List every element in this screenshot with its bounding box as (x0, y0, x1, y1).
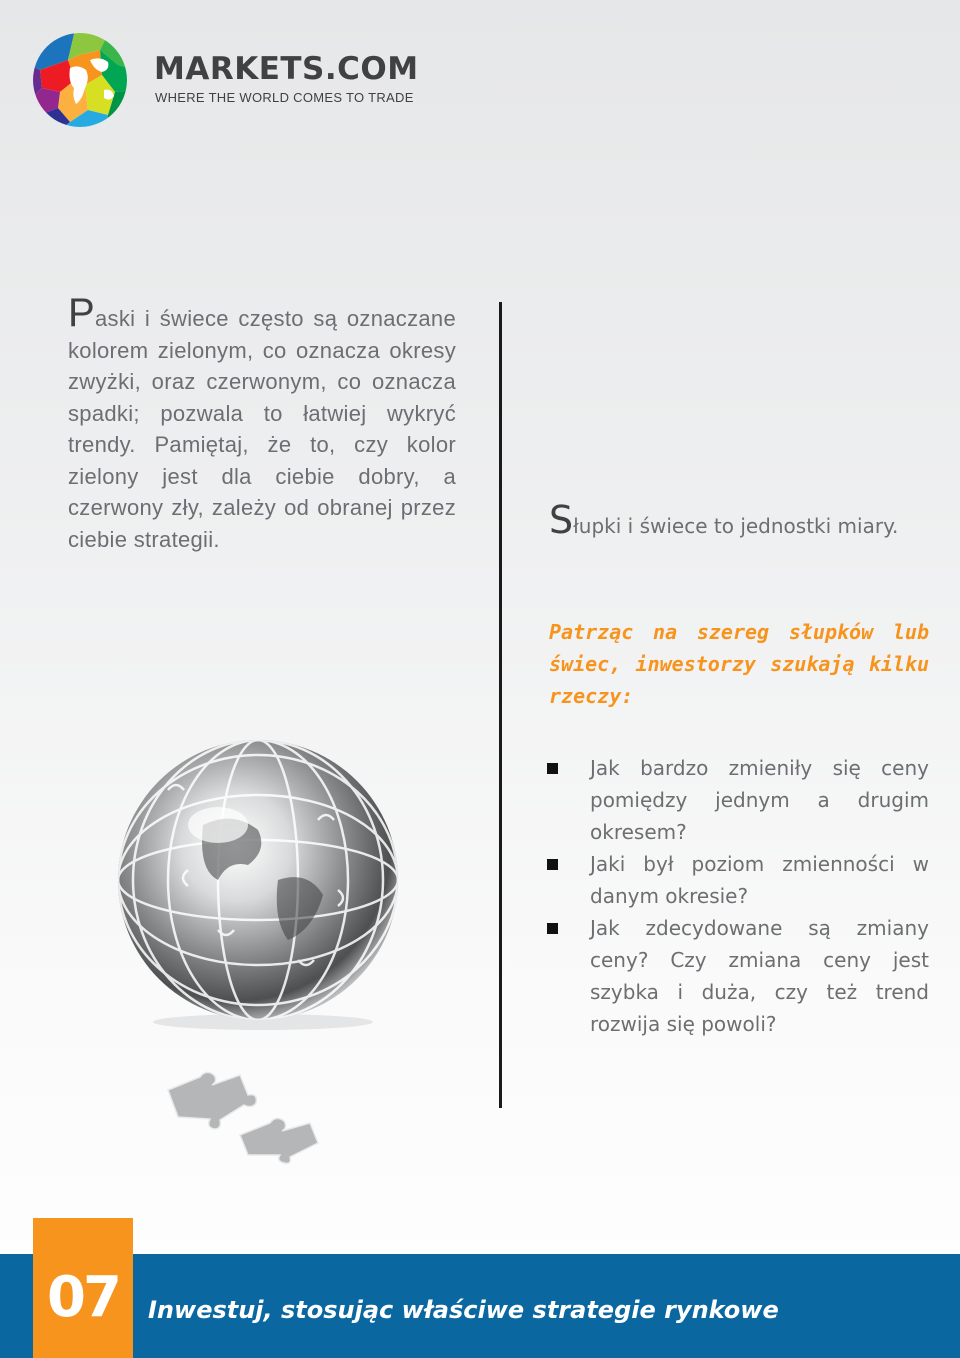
column-divider (499, 302, 502, 1108)
square-bullet-icon (547, 923, 558, 934)
highlight-text: Patrząc na szereg słupków lub świec, inwestorzy szukają kilku rzeczy: (549, 620, 929, 708)
right-intro (549, 498, 929, 542)
right-dropcap: S (549, 498, 574, 542)
puzzle-globe-image (108, 730, 408, 1030)
list-item (545, 752, 929, 848)
left-dropcap: P (68, 291, 95, 335)
square-bullet-icon (547, 859, 558, 870)
left-paragraph-text: aski i świece często są oznaczane kolorem zielonym, co oznacza okresy zwyżki, oraz czerwonym, co oznacza spadki; pozwala to łatwiej wykryć trendy. Pamiętaj, że to, czy kolor zielony jest dla ciebie dobry, a czerwony zły, zależy od obranej przez ciebie strategii. (68, 306, 456, 552)
footer-title: Inwestuj, stosując właściwe strategie rynkowe (148, 1296, 779, 1324)
list-item (545, 912, 929, 1040)
right-intro-text: łupki i świece to jednostki miary. (573, 514, 899, 538)
brand-name: MARKETS.COM (154, 51, 419, 87)
bullet-list (545, 752, 929, 1040)
brand-tagline: WHERE THE WORLD COMES TO TRADE (155, 90, 414, 105)
list-item (545, 848, 929, 912)
list-item-text: Jaki był poziom zmienności w danym okresie? (590, 852, 929, 908)
list-item-text: Jak bardzo zmieniły się ceny pomiędzy jednym a drugim okresem? (590, 756, 929, 844)
page-number: 07 (47, 1265, 119, 1330)
left-paragraph (68, 291, 456, 555)
markets-logo-globe-icon (30, 30, 135, 130)
list-item-text: Jak zdecydowane są zmiany ceny? Czy zmiana ceny jest szybka i duża, czy też trend rozwija się powoli? (590, 916, 929, 1036)
puzzle-pieces-image (160, 1065, 330, 1165)
square-bullet-icon (547, 763, 558, 774)
